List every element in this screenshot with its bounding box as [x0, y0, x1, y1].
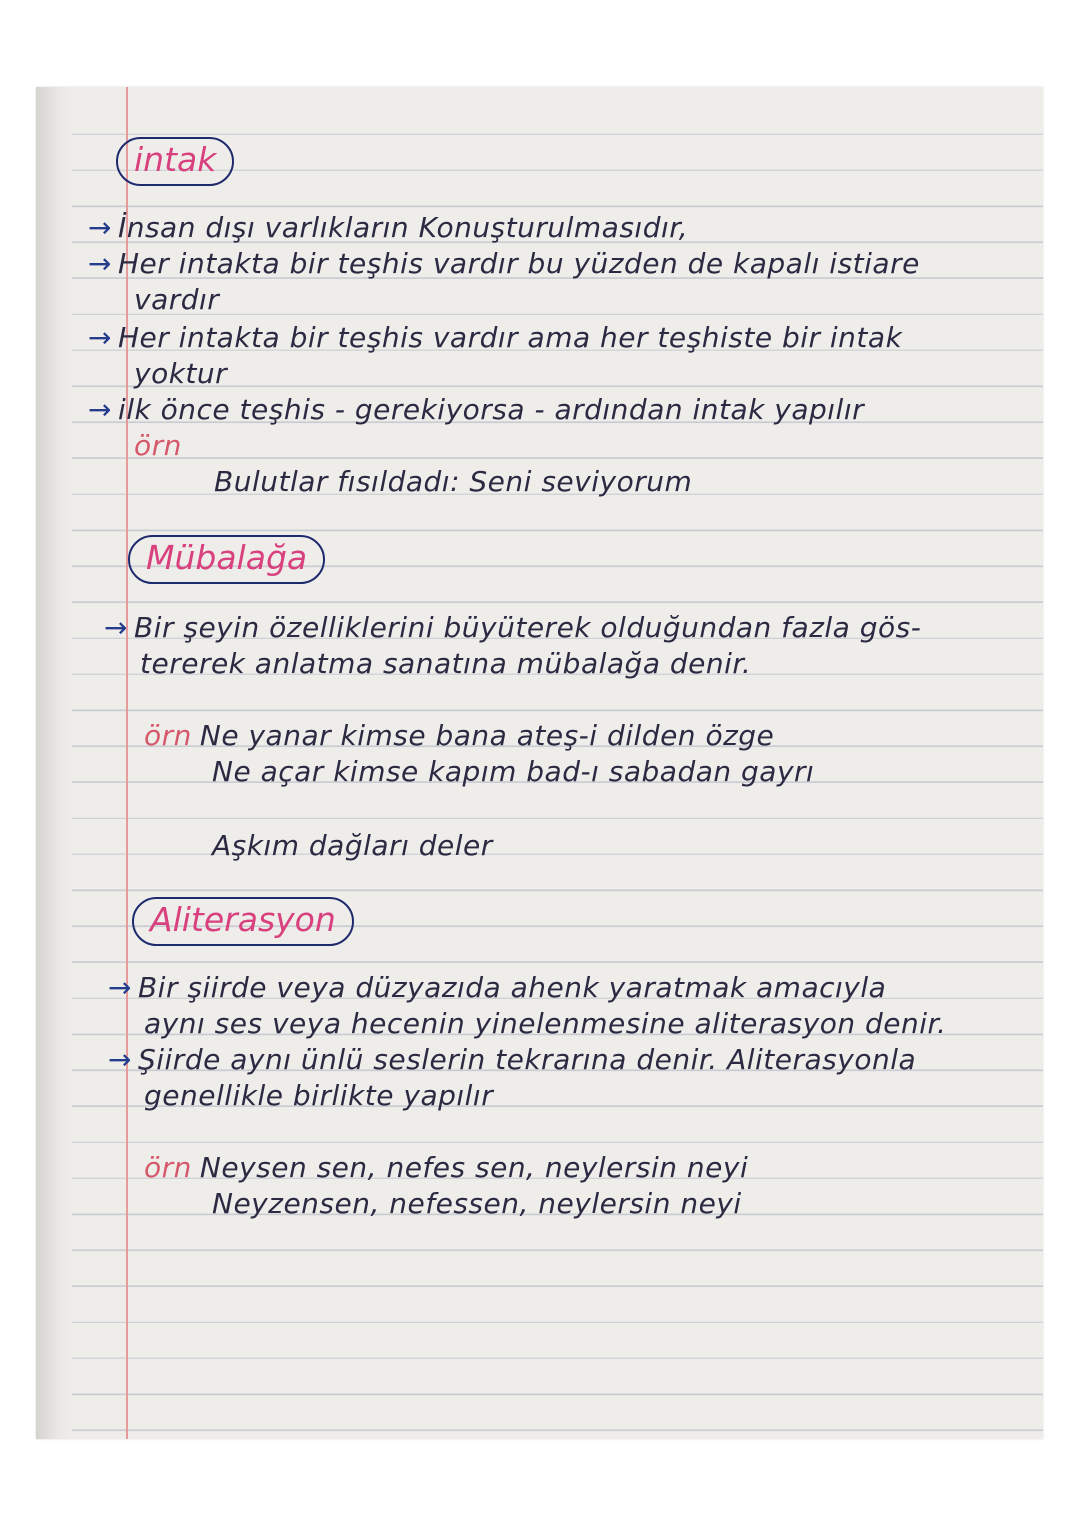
example-line: Neyzensen, nefessen, neylersin neyi	[212, 1187, 742, 1220]
note-line: tererek anlatma sanatına mübalağa denir.	[140, 647, 752, 680]
arrow-icon: →	[108, 971, 132, 1004]
example-label: örn	[144, 719, 192, 752]
note-line: yoktur	[134, 357, 228, 390]
example-line: Bulutlar fısıldadı: Seni seviyorum	[214, 465, 693, 498]
example-line: Ne açar kimse kapım bad-ı sabadan gayrı	[212, 755, 815, 788]
arrow-icon: →	[88, 393, 112, 426]
margin-line	[126, 87, 128, 1439]
heading-mubalaga: Mübalağa	[128, 535, 325, 584]
note-line: → ilk önce teşhis - gerekiyorsa - ardından intak yapılır	[88, 393, 865, 426]
notebook-binding	[36, 87, 72, 1439]
arrow-icon: →	[108, 1043, 132, 1076]
arrow-icon: →	[88, 211, 112, 244]
arrow-icon: →	[88, 247, 112, 280]
note-line: → Her intakta bir teşhis vardır ama her teşhiste bir intak	[88, 321, 903, 354]
example-line: Aşkım dağları deler	[212, 829, 493, 862]
example-line: örn Ne yanar kimse bana ateş-i dilden özge	[144, 719, 775, 752]
example-line: örn Neysen sen, nefes sen, neylersin neyi	[144, 1151, 749, 1184]
note-line: → Bir şeyin özelliklerini büyüterek olduğundan fazla gös-	[104, 611, 922, 644]
note-line: → Her intakta bir teşhis vardır bu yüzden de kapalı istiare	[88, 247, 920, 280]
example-label: örn	[134, 429, 182, 462]
note-line: → Bir şiirde veya düzyazıda ahenk yaratmak amacıyla	[108, 971, 887, 1004]
heading-aliterasyon: Aliterasyon	[132, 897, 354, 946]
notebook-page	[36, 87, 1043, 1439]
example-label: örn	[144, 1151, 192, 1184]
note-line: aynı ses veya hecenin yinelenmesine aliterasyon denir.	[144, 1007, 947, 1040]
note-line: → İnsan dışı varlıkların Konuşturulmasıdır,	[88, 211, 689, 244]
heading-intak: intak	[116, 137, 234, 186]
arrow-icon: →	[104, 611, 128, 644]
note-line: vardır	[134, 283, 220, 316]
arrow-icon: →	[88, 321, 112, 354]
note-line: genellikle birlikte yapılır	[144, 1079, 494, 1112]
note-line: → Şiirde aynı ünlü seslerin tekrarına denir. Aliterasyonla	[108, 1043, 917, 1076]
